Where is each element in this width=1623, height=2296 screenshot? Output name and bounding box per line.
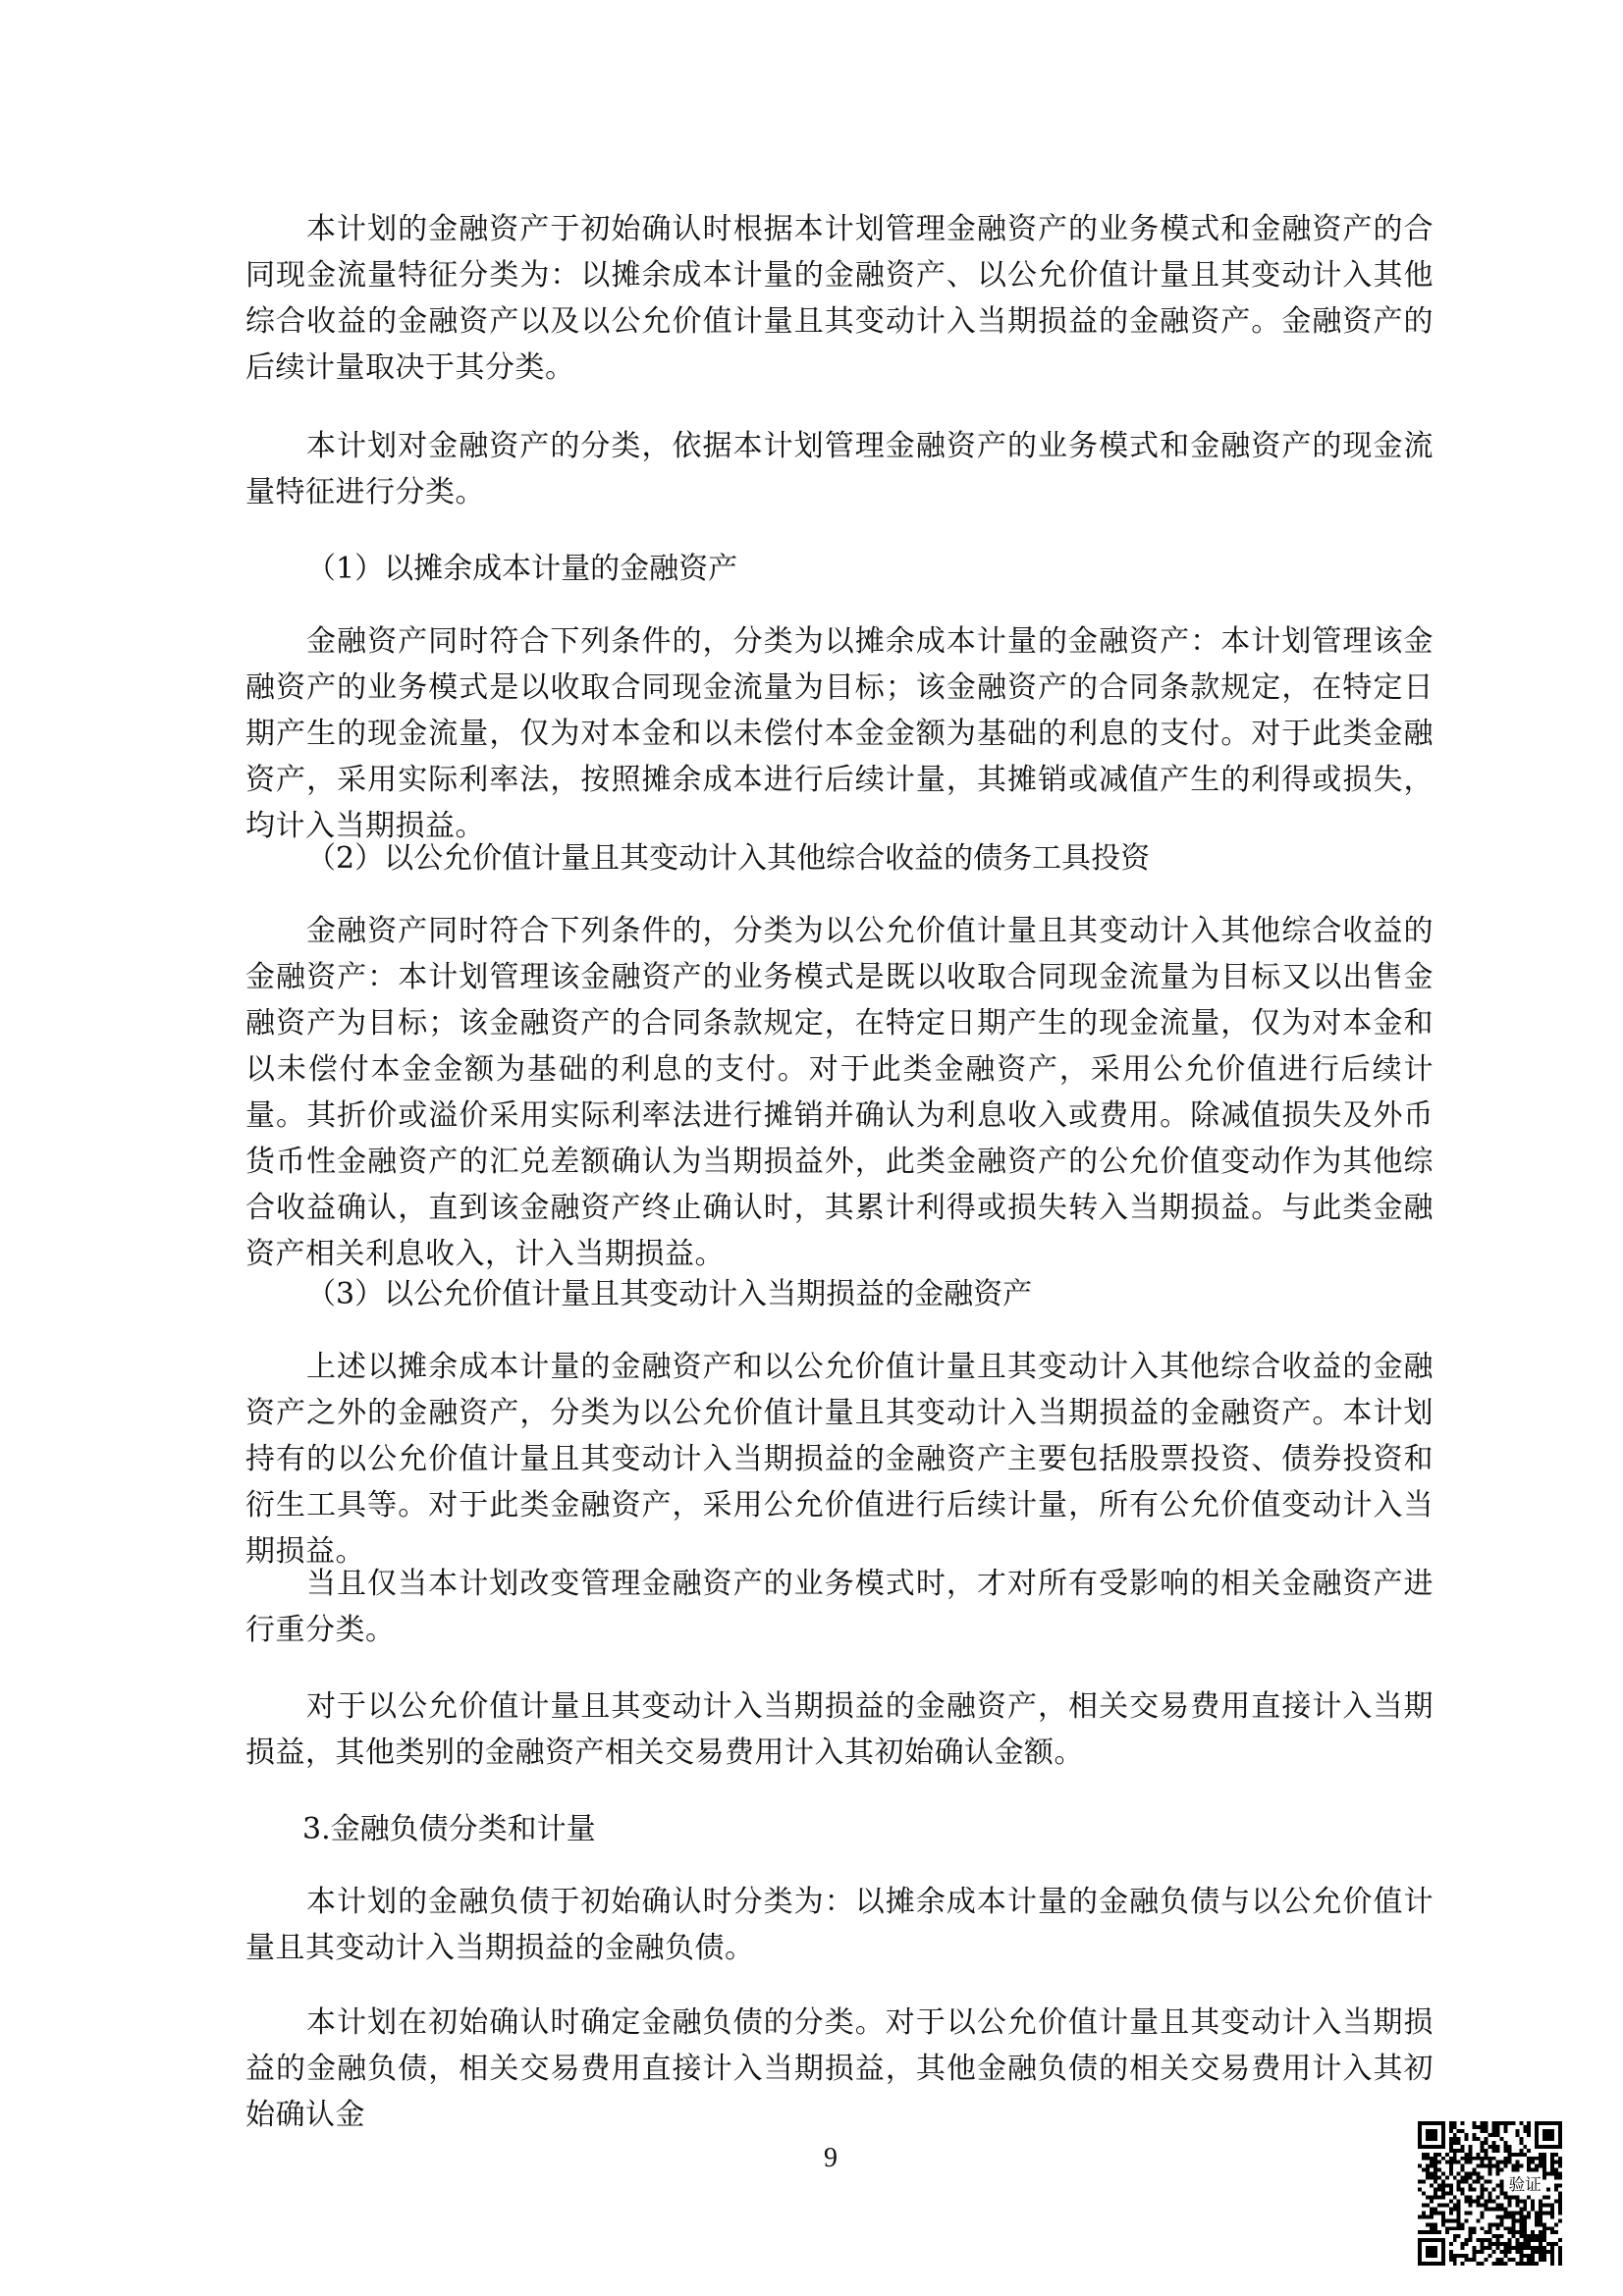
paragraph-fvoci-debt: 金融资产同时符合下列条件的，分类为以公允价值计量且其变动计入其他综合收益的金融资产：本计划管理该金融资产的业务模式是既以收取合同现金流量为目标又以出售金融资产为目标；该金融资产的合同条款规定，在特定日期产生的现金流量，仅为对本金和以未偿付本金金额为基础的利息的支付。对于此类金融资产，采用公允价值进行后续计量。其折价或溢价采用实际利率法进行摊销并确认为利息收入或费用。除减值损失及外币货币性金融资产的汇兑差额确认为当期损益外，此类金融资产的公允价值变动作为其他综合收益确认，直到该金融资产终止确认时，其累计利得或损失转入当期损益。与此类金融资产相关利息收入，计入当期损益。 bbox=[245, 914, 1434, 1271]
paragraph-reclassification: 当且仅当本计划改变管理金融资产的业务模式时，才对所有受影响的相关金融资产进行重分类。 bbox=[245, 1567, 1434, 1647]
paragraph-transaction-costs: 对于以公允价值计量且其变动计入当期损益的金融资产，相关交易费用直接计入当期损益，其他类别的金融资产相关交易费用计入其初始确认金额。 bbox=[245, 1689, 1434, 1770]
paragraph-amortized-cost: 金融资产同时符合下列条件的，分类为以摊余成本计量的金融资产：本计划管理该金融资产的业务模式是以收取合同现金流量为目标；该金融资产的合同条款规定，在特定日期产生的现金流量，仅为对本金和以未偿付本金金额为基础的利息的支付。对于此类金融资产，采用实际利率法，按照摊余成本进行后续计量，其摊销或减值产生的利得或损失，均计入当期损益。 bbox=[245, 624, 1434, 843]
page-number: 9 bbox=[824, 2143, 838, 2173]
paragraph-classification-basis: 本计划对金融资产的分类，依据本计划管理金融资产的业务模式和金融资产的现金流量特征进行分类。 bbox=[245, 429, 1434, 509]
heading-fvtpl-assets: （3）以公允价值计量且其变动计入当期损益的金融资产 bbox=[306, 1277, 1033, 1311]
paragraph-liability-classification: 本计划的金融负债于初始确认时分类为：以摊余成本计量的金融负债与以公允价值计量且其变动计入当期损益的金融负债。 bbox=[245, 1885, 1434, 1965]
qr-stamp-label: 验证 bbox=[1508, 2174, 1542, 2194]
paragraph-fvtpl-assets: 上述以摊余成本计量的金融资产和以公允价值计量且其变动计入其他综合收益的金融资产之外的金融资产，分类为以公允价值计量且其变动计入当期损益的金融资产。本计划持有的以公允价值计量且其变动计入当期损益的金融资产主要包括股票投资、债券投资和衍生工具等。对于此类金融资产，采用公允价值进行后续计量，所有公允价值变动计入当期损益。 bbox=[245, 1350, 1434, 1569]
heading-financial-liabilities: 3.金融负债分类和计量 bbox=[302, 1812, 596, 1846]
heading-amortized-cost: （1）以摊余成本计量的金融资产 bbox=[306, 552, 738, 586]
qr-code-icon bbox=[1418, 2121, 1562, 2266]
paragraph-liability-initial-recognition: 本计划在初始确认时确定金融负债的分类。对于以公允价值计量且其变动计入当期损益的金融负债，相关交易费用直接计入当期损益，其他金融负债的相关交易费用计入其初始确认金 bbox=[245, 2005, 1434, 2132]
heading-fvoci-debt: （2）以公允价值计量且其变动计入其他综合收益的债务工具投资 bbox=[306, 841, 1151, 876]
paragraph-classification-intro: 本计划的金融资产于初始确认时根据本计划管理金融资产的业务模式和金融资产的合同现金流量特征分类为：以摊余成本计量的金融资产、以公允价值计量且其变动计入其他综合收益的金融资产以及以公允价值计量且其变动计入当期损益的金融资产。金融资产的后续计量取决于其分类。 bbox=[245, 212, 1434, 385]
